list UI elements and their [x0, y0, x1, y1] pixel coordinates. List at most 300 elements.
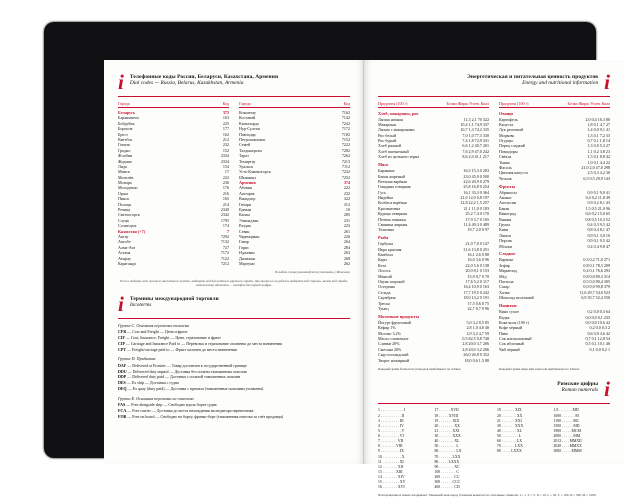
roman-cell: 7 . . . . . . . . . VII — [378, 439, 404, 444]
row-value: 236 — [222, 180, 229, 186]
row-value: 176 — [222, 185, 229, 191]
row-value: 152 — [222, 147, 229, 153]
row-value: 263 — [343, 250, 350, 256]
row-value: 10,7 1,3 74,2 335 — [460, 127, 489, 133]
row-value: 16,1 2,6 0 88 — [467, 252, 489, 258]
info-icon: i — [604, 70, 610, 94]
row-value: 7162 — [341, 110, 350, 115]
section-dial-codes — [118, 70, 350, 288]
row-value: 7152 — [341, 136, 350, 142]
row-label: Дилижан — [239, 256, 342, 261]
roman-row — [378, 485, 491, 490]
table-row — [378, 358, 489, 363]
nutrition-list-left — [378, 111, 489, 364]
row-label: Актау — [118, 234, 219, 239]
row-label: Эчмиадзин — [239, 218, 342, 223]
row-value: 16,4 10,9 0 163 — [463, 284, 489, 290]
row-value: 17,5 0,6 0 75 — [467, 300, 489, 306]
roman-cell: 17 . . . . . . XVII — [434, 408, 459, 413]
row-value: 0,0 0,0 10,6 42 — [585, 319, 610, 325]
row-label: Фасоль — [499, 165, 579, 170]
roman-cell: 4 . . . . . . . . . . IV — [378, 423, 404, 428]
incoterms-group-heading: Группа C. Основная перевозка оплачена — [118, 322, 189, 328]
row-value: 7232 — [341, 169, 350, 175]
dial-codes-col-right — [239, 101, 350, 266]
row-label: Колбаса варёная — [378, 200, 458, 205]
row-label: Скумбрия — [378, 295, 461, 300]
roman-cell: 30 . . . . . . . XXX — [434, 434, 461, 439]
incoterms-line: DDU — Delivered duty unpaid — Доставка без оплаты таможенных пошлин — [118, 368, 247, 374]
group-heading: Напитки — [499, 303, 517, 309]
row-value: 7122 — [220, 255, 229, 261]
nutrition-col-left — [378, 101, 489, 363]
row-label: Треска — [378, 301, 466, 306]
row-label: Сельдь — [378, 290, 461, 295]
row-value: 214 — [222, 201, 229, 207]
nutrition-header — [378, 70, 610, 94]
roman-cell: 50 . . . . . . . . . L — [434, 444, 459, 449]
row-label: Жлобин — [118, 153, 219, 158]
row-value: 312 — [343, 201, 350, 207]
roman-cell: 50 . . . . . . . . . L — [497, 434, 522, 439]
table-row — [499, 176, 610, 181]
row-label: Минск — [118, 169, 223, 174]
row-value: 16,0 3,6 0 96 — [467, 257, 489, 263]
group-heading: Фрукты — [499, 183, 516, 189]
roman-cell: 10 . . . . . . . . . . X — [378, 454, 405, 459]
roman-cell: 8 . . . . . . . . VIII — [378, 444, 403, 449]
row-label: Баранина — [378, 168, 461, 173]
table-row — [118, 261, 229, 266]
row-value: 216 — [222, 190, 229, 196]
row-value: 162 — [222, 131, 229, 137]
group-heading: Мясо — [378, 162, 389, 168]
row-value: 16,1 33,3 0 364 — [463, 189, 489, 195]
row-value: 0,4 0,3 9,5 42 — [587, 222, 610, 228]
row-label: Чай чёрный — [499, 347, 588, 352]
row-value: 375 — [222, 110, 229, 115]
roman-cell: 1100 . . . . . . MC — [553, 418, 580, 423]
row-label: Персик — [499, 238, 585, 243]
row-label: Молодечно — [118, 185, 221, 190]
col-header-city: Города — [118, 101, 130, 106]
row-label: Костанай — [239, 115, 340, 120]
row-value: 10,4 1,1 74,9 337 — [460, 121, 489, 127]
left-page — [104, 60, 364, 464]
row-value: 1,5 0,5 21,0 96 — [585, 205, 610, 211]
row-label: Минтай — [378, 274, 466, 279]
row-value: 0,7 0,1 1,8 14 — [587, 138, 610, 144]
row-value: 21,1 11,0 0 183 — [463, 205, 489, 211]
row-value: 0,6 0,0 4,6 42 — [587, 330, 610, 336]
roman-cell: 80 . . . . . LXXX — [434, 459, 460, 464]
section-roman-numerals — [378, 377, 610, 498]
row-value: 0,4 0,4 9,8 47 — [587, 243, 610, 249]
roman-note: Повторяющиеся знаки складывают. Меньший знак перед большим вычитается. Основные символы: I = 1, V = 5, X = 10, L = 50, C = 100, D = 500, M = 1000. — [378, 493, 597, 498]
row-label: Нур-Султан — [239, 126, 340, 131]
row-value: 0,8 0,4 8,1 47 — [587, 227, 610, 233]
roman-cell: 1900 . . . . . MCM — [553, 428, 581, 433]
row-value: 232 — [343, 190, 350, 196]
row-label: Шымкент — [239, 175, 340, 180]
row-label: Киви — [499, 227, 585, 232]
row-value: 7242 — [341, 120, 350, 126]
row-value: 17,6 5,2 0 117 — [465, 279, 489, 285]
row-label: Кока-кола (100 г) — [499, 320, 583, 325]
table-row — [378, 306, 489, 311]
row-value: 268 — [343, 255, 350, 261]
row-label: Сок яблочный — [499, 341, 583, 346]
row-label: Банан — [499, 206, 583, 211]
row-value: 2,0 0,4 16,3 80 — [585, 116, 610, 122]
row-label: Свёкла — [499, 154, 585, 159]
row-value: 7172 — [341, 126, 350, 132]
row-value: 5,0 3,2 8,5 85 — [466, 319, 489, 325]
table-row — [499, 347, 610, 352]
roman-col-1 — [378, 408, 491, 490]
row-value: 322 — [343, 196, 350, 202]
roman-cell: 13 . . . . . . . XIII — [378, 469, 403, 474]
roman-cell: 90 . . . . . . . . XC — [434, 464, 460, 469]
roman-cell: 30 . . . . . . . XXX — [497, 423, 524, 428]
row-label: Мозырь — [118, 180, 221, 185]
roman-cell: 2012 . . . . MMXII — [553, 439, 582, 444]
roman-cell: 19 . . . . . . . XIX — [434, 418, 460, 423]
roman-cell: 1 . . . . . . . . . . . . I — [378, 408, 405, 413]
row-label: Семей — [239, 142, 340, 147]
row-label: Гавар — [239, 239, 342, 244]
row-value: 2,5 0,3 4,2 30 — [587, 170, 610, 176]
row-value: 7132 — [220, 239, 229, 245]
row-value: 0,9 0,1 9,0 41 — [587, 189, 610, 195]
row-value: 2,8 20,0 3,7 206 — [462, 341, 489, 347]
row-value: 225 — [222, 120, 229, 126]
col-header-product: Продукты (100 г) — [499, 101, 529, 106]
row-label: Сок апельсиновый — [499, 336, 583, 341]
row-label: Ванадзор — [239, 196, 342, 201]
row-label: Тараз — [239, 153, 340, 158]
row-label: Кета — [378, 263, 463, 268]
row-value: 0,6 0,2 15,0 65 — [585, 211, 610, 217]
row-label: Могилёв — [118, 175, 221, 180]
row-value: 174 — [222, 223, 229, 229]
dial-codes-title-en: Dial codes — Russia, Belarus, Kazakhstan, Armenia — [129, 80, 244, 86]
row-value: 21,0 2,0 47,0 298 — [581, 165, 610, 171]
roman-cell: 3 . . . . . . . . . . III — [378, 418, 404, 423]
row-label: Виноград — [499, 211, 583, 216]
incoterms-line: CFR — Cost and Freight — Цена и фрахт — [118, 329, 188, 335]
roman-cell: 400 . . . . . . . CD — [434, 485, 460, 490]
group-heading: Хлеб, макароны, рис — [378, 110, 419, 116]
divider-red — [118, 96, 350, 97]
row-label: Зефир — [499, 263, 581, 268]
row-label: Творог нежирный — [378, 358, 462, 363]
row-label: Пастила — [499, 279, 581, 284]
row-value: 0,5 82,5 0,8 748 — [462, 336, 489, 342]
row-value: 7262 — [341, 153, 350, 159]
nutrition-note-left: Каждый грамм белка или углеводов приближает по 4 Ккал. — [378, 367, 462, 372]
row-label: Светлогорск — [118, 212, 219, 217]
row-label: Огурцы — [499, 138, 585, 143]
row-value: 223 — [343, 223, 350, 229]
row-label: Мармелад — [499, 268, 581, 273]
incoterms-group-heading: Группа D. Прибытие — [118, 356, 156, 362]
roman-cell: 5 . . . . . . . . . . . V — [378, 428, 405, 433]
row-label: Йогурт фруктовый — [378, 320, 464, 325]
roman-header — [378, 377, 610, 402]
row-label: Сыр голландский — [378, 352, 461, 357]
row-value: 21,0 7,0 0 147 — [465, 241, 489, 247]
row-value: 11,6 29,7 54,0 523 — [579, 289, 610, 295]
row-label: Крольчатина — [378, 206, 462, 211]
row-value: 222 — [343, 185, 350, 191]
incoterms-line: FCA — Free carrier — Доставка до места нахождения экспедитора перевозчика — [118, 408, 254, 414]
row-label: Перец сладкий — [499, 143, 585, 148]
row-value: 1,8 0,1 4,7 27 — [587, 121, 610, 127]
row-label: Бобруйск — [118, 121, 221, 126]
table-row — [499, 295, 610, 300]
row-value: 7 — [226, 228, 229, 234]
row-label: Кефир 1% — [378, 325, 464, 330]
row-value: 6,6 1,2 40,7 201 — [462, 143, 489, 149]
roman-cell: 80 . . . . . LXXX — [497, 449, 522, 454]
row-value: 0,5 0,1 10,1 46 — [585, 341, 610, 347]
row-label: Капан — [239, 212, 342, 217]
row-value: 7172 — [220, 250, 229, 256]
row-label: Казахстан (+7) — [118, 229, 225, 234]
row-label: Актобе — [118, 239, 219, 244]
row-label: Карп — [378, 257, 466, 262]
row-value: 0,8 0,0 80,3 314 — [583, 273, 610, 279]
roman-cell: 2020 . . . . MMXX — [553, 444, 582, 449]
roman-cell: 1500 . . . . . . MD — [553, 423, 580, 428]
row-value: 15,9 0,7 0 70 — [467, 273, 489, 279]
row-value: 2,9 3,2 4,7 59 — [466, 330, 489, 336]
row-value: 19,7 2,0 0 97 — [467, 227, 489, 233]
row-label: Гродно — [118, 148, 221, 153]
roman-cell: 200 . . . . . . . CC — [434, 475, 460, 480]
incoterms-line: DAF — Delivered at Frontier — Товар доставлен к государственной границе — [118, 362, 247, 368]
row-value: 18,0 0,6 1,5 88 — [464, 357, 489, 363]
row-value: 0,2 0,0 0,3 2 — [589, 325, 610, 331]
row-label: Вишня — [499, 217, 583, 222]
row-value: 7142 — [341, 115, 350, 121]
row-label: Аштарак — [239, 191, 342, 196]
row-value: 0,0 0,0 99,8 379 — [583, 284, 610, 290]
row-label: Горис — [239, 245, 342, 250]
row-label: Кокшетау — [239, 110, 340, 115]
row-label: Хлеб пшеничный — [378, 149, 460, 154]
row-value: 18,0 13,2 0 191 — [463, 295, 489, 301]
row-value: 7292 — [220, 233, 229, 239]
row-label: Сахар — [499, 284, 581, 289]
row-value: 7,0 1,0 77,3 330 — [462, 132, 489, 138]
row-value: 23,0 45,0 0 500 — [463, 173, 489, 179]
roman-cell: 40 . . . . . . . . XL — [434, 439, 460, 444]
nutrition-col-right — [499, 101, 610, 363]
divider-red — [378, 403, 610, 404]
col-header-product: Продукты (100 г) — [378, 101, 408, 106]
row-label: Лимон — [499, 233, 585, 238]
row-label: Ереван — [239, 207, 344, 212]
row-label: Жодино — [118, 159, 219, 164]
row-label: Кызылорда — [239, 121, 340, 126]
row-label: Картофель — [499, 117, 583, 122]
row-value: 0,8 0,1 78,3 299 — [583, 262, 610, 268]
group-heading: Овощи — [499, 110, 513, 116]
row-label: Раздан — [239, 223, 342, 228]
roman-cell: 21 . . . . . . . XXI — [434, 428, 460, 433]
nutrition-notes — [378, 367, 610, 371]
page-spread — [104, 60, 624, 498]
incoterms-line: DEQ — Ex quay (duty paid) — Доставка с причала (таможенные пошлины уплачены) — [118, 386, 264, 392]
col-header-city: Города — [239, 101, 251, 106]
row-label: Рис бурый — [378, 138, 460, 143]
row-value: 1,5 0,1 8,8 42 — [587, 154, 610, 160]
roman-cell: 2000 . . . . . . MM — [553, 434, 581, 439]
roman-cell: 2 . . . . . . . . . . . II — [378, 413, 405, 418]
row-label: Темиртау — [239, 159, 340, 164]
row-value: 20,0 8,1 0 153 — [465, 268, 489, 274]
dial-codes-col-left — [118, 101, 229, 266]
row-value: 0,7 0,1 12,8 54 — [585, 336, 610, 342]
row-label: Горбуша — [378, 241, 463, 246]
row-label: Варенье — [499, 257, 581, 262]
row-label: Слуцк — [118, 218, 219, 223]
row-value: 12,8 22,2 1,5 257 — [460, 200, 489, 206]
row-label: Халва — [499, 290, 577, 295]
row-label: Сливки 20% — [378, 341, 460, 346]
row-value: 0,3 0,2 71,0 271 — [583, 257, 610, 263]
dial-codes-col-header-left — [118, 101, 229, 108]
row-label: Пиво — [499, 331, 585, 336]
row-label: Камбала — [378, 252, 466, 257]
row-value: 212 — [222, 136, 229, 142]
row-label: Гомель — [118, 142, 221, 147]
row-label: Чеснок — [499, 176, 581, 181]
row-value: 10 — [345, 207, 350, 213]
group-heading: Рыба — [378, 235, 389, 241]
col-header-code: Код — [222, 101, 229, 106]
roman-cell: 12 . . . . . . . . XII — [378, 464, 404, 469]
row-label: Хлеб из цельного зерна — [378, 154, 460, 159]
dial-codes-note-2: Если в таблице нет нужного населённого пункта, наберите код ближайшего крупного города. Для звонка из-за рубежа наберите код страны, затем код города, затем номер абонента — телефон без первой цифры. — [120, 278, 348, 288]
incoterms-group-heading: Группа E. Основная перевозка не оплачена — [118, 395, 194, 401]
row-value: 31,6 13,8 0 251 — [463, 246, 489, 252]
roman-cell: 70 . . . . . . . LXX — [434, 454, 461, 459]
dial-codes-list-right — [239, 110, 350, 266]
row-value: 261 — [343, 228, 350, 234]
row-label: Масло сливочное — [378, 336, 460, 341]
table-row — [378, 154, 489, 159]
row-label: Ветчина варёная — [378, 179, 461, 184]
row-label: Армения — [239, 180, 342, 185]
row-label: Печень говяжья — [378, 217, 463, 222]
row-value: 21,6 12,0 0,8 197 — [460, 195, 489, 201]
row-label: Севан — [239, 229, 342, 234]
row-value: 0,9 0,1 9,5 42 — [587, 238, 610, 244]
diary-cover — [44, 22, 610, 498]
row-value: 2340 — [220, 207, 229, 213]
roman-cell: 19 . . . . . . . XIX — [497, 408, 522, 413]
row-label: Иджеван — [239, 250, 342, 255]
row-label: Тунец — [378, 306, 466, 311]
row-value: 25,8 16,8 0 254 — [463, 184, 489, 190]
info-icon: i — [118, 70, 124, 94]
section-nutrition — [378, 70, 610, 372]
row-label: Беларусь — [118, 110, 221, 115]
incoterms-line: CIP — Carriage and Insurance Paid to — Перевозка и страхование оплачены до места назначения — [118, 340, 283, 346]
incoterms-line: FOB — Free on board — Свободно на борту, франко-борт (таможенная очистка за счёт продавца) — [118, 413, 284, 419]
row-label: Петропавловск — [239, 137, 340, 142]
row-label: Груша — [499, 222, 585, 227]
row-value: 7212 — [220, 260, 229, 266]
row-value: 285 — [343, 212, 350, 218]
roman-cell: 300 . . . . . . CCC — [434, 480, 461, 485]
row-label: Талдыкорган — [239, 148, 340, 153]
roman-title-ru: Римские цифры — [557, 381, 599, 388]
roman-cell: 16 . . . . . . . . XVI — [378, 485, 405, 490]
row-label: Лапша яичная — [378, 117, 462, 122]
nutrition-col-header-right — [499, 101, 610, 108]
row-value: 374 — [343, 180, 350, 186]
row-value: 17 — [224, 169, 229, 175]
row-value: 6,5 0,5 29,9 143 — [583, 175, 610, 181]
row-value: 0,2 0,0 0,3 64 — [587, 309, 610, 315]
row-value: 0,5 0,0 80,4 305 — [583, 279, 610, 285]
row-label: Лук репчатый — [499, 127, 585, 132]
row-value: 7112 — [341, 163, 350, 169]
row-value: 2342 — [220, 212, 229, 218]
row-value: 0,8 0,5 10,3 52 — [585, 216, 610, 222]
row-value: 7222 — [341, 142, 350, 148]
row-label: Абрикосы — [499, 190, 585, 195]
roman-table — [378, 408, 610, 490]
row-label: Павлодар — [239, 132, 340, 137]
roman-cell: 20 . . . . . . . . XX — [434, 423, 460, 428]
row-label: Мартуни — [239, 261, 342, 266]
divider-red — [118, 318, 350, 319]
row-label: Вино сухое — [499, 309, 585, 314]
row-label: Караганда — [118, 261, 219, 266]
row-label: Водка — [499, 315, 583, 320]
row-label: Бекон жареный — [378, 174, 461, 179]
row-label: Астана — [118, 250, 219, 255]
row-label: Гусь — [378, 190, 461, 195]
row-label: Лида — [118, 164, 221, 169]
row-label: Пинск — [118, 196, 221, 201]
row-value: 8,6 2,0 41,1 217 — [462, 154, 489, 160]
row-value: 22,7 0,7 0 96 — [467, 306, 489, 311]
row-value: 284 — [343, 244, 350, 250]
nutrition-list-right — [499, 111, 610, 353]
row-value: 1,3 0,0 5,3 27 — [587, 143, 610, 149]
row-label: Молоко 3,2% — [378, 331, 464, 336]
roman-cell: 20 . . . . . . . . XX — [497, 413, 523, 418]
roman-cell: 40 . . . . . . . . XL — [497, 428, 522, 433]
row-label: Индейка — [378, 195, 458, 200]
roman-cell: 9 . . . . . . . . . . IX — [378, 449, 404, 454]
roman-cell: 11 . . . . . . . . . XI — [378, 459, 404, 464]
row-label: Витебск — [118, 137, 221, 142]
dial-codes-col-header-right — [239, 101, 350, 108]
row-label: Лосось — [378, 268, 463, 273]
row-value: 0,1 0,0 0,2 1 — [589, 346, 610, 352]
roman-cell: 21 . . . . . . . XXI — [497, 418, 522, 423]
nutrition-title-ru: Энергетическая и питательная ценность продуктов — [467, 74, 599, 80]
row-value: 7,6 2,9 47,0 242 — [462, 148, 489, 154]
incoterms-line: DES — Ex ship — Доставка с судна — [118, 380, 179, 386]
